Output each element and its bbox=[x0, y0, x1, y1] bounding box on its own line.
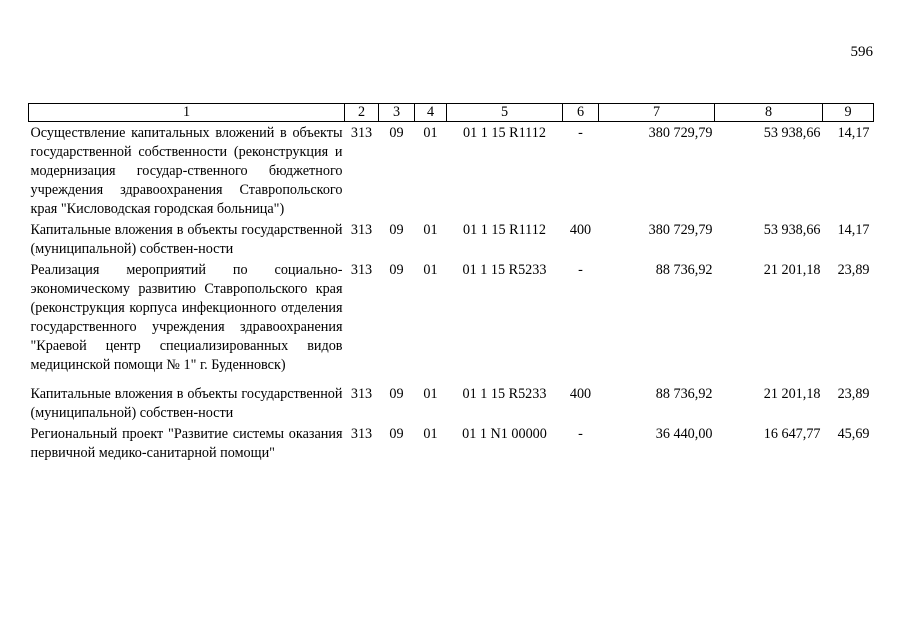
cell-c8: 53 938,66 bbox=[763, 125, 821, 141]
cell-c2: 313 bbox=[350, 262, 373, 278]
cell-c9: 23,89 bbox=[837, 386, 870, 402]
budget-table bbox=[28, 103, 874, 463]
cell-c5: 01 1 15 R5233 bbox=[462, 262, 547, 278]
cell-c2: 313 bbox=[350, 426, 373, 442]
cell-c9: 14,17 bbox=[837, 222, 870, 238]
cell-c4: 01 bbox=[423, 125, 438, 141]
table-row bbox=[29, 383, 874, 423]
cell-c6: 400 bbox=[569, 222, 592, 238]
column-header: 2 bbox=[345, 104, 379, 122]
cell-c6: - bbox=[578, 426, 583, 442]
column-header: 9 bbox=[823, 104, 874, 122]
cell-c3: 09 bbox=[389, 426, 404, 442]
cell-c4: 01 bbox=[423, 426, 438, 442]
column-header: 7 bbox=[599, 104, 715, 122]
cell-c6: - bbox=[578, 125, 583, 141]
cell-c4: 01 bbox=[423, 222, 438, 238]
cell-c9: 45,69 bbox=[837, 426, 870, 442]
cell-c7: 36 440,00 bbox=[655, 426, 713, 442]
cell-c5: 01 1 15 R1112 bbox=[463, 222, 546, 238]
row-name: Реализация мероприятий по социально-экономическому развитию Ставропольского края (реконструкция корпуса инфекционного отделения государственного учреждения здравоохранения "Краевой центр специализированных видов медицинской помощи № 1" г. Буденновск) bbox=[30, 262, 343, 373]
column-header: 5 bbox=[447, 104, 563, 122]
cell-c3: 09 bbox=[389, 386, 404, 402]
cell-c3: 09 bbox=[389, 222, 404, 238]
cell-c9: 14,17 bbox=[837, 125, 870, 141]
row-name: Региональный проект "Развитие системы оказания первичной медико-санитарной помощи" bbox=[30, 426, 343, 461]
row-name: Капитальные вложения в объекты государственной (муниципальной) собствен-ности bbox=[30, 386, 343, 421]
column-header: 1 bbox=[29, 104, 345, 122]
table-header-row bbox=[29, 104, 874, 122]
column-header: 3 bbox=[379, 104, 415, 122]
cell-c8: 16 647,77 bbox=[763, 426, 821, 442]
table-row bbox=[29, 423, 874, 463]
table-row bbox=[29, 219, 874, 259]
cell-c5: 01 1 15 R1112 bbox=[463, 125, 546, 141]
cell-c4: 01 bbox=[423, 262, 438, 278]
column-header: 8 bbox=[715, 104, 823, 122]
cell-c8: 21 201,18 bbox=[763, 262, 821, 278]
cell-c5: 01 1 15 R5233 bbox=[462, 386, 547, 402]
cell-c8: 21 201,18 bbox=[763, 386, 821, 402]
cell-c2: 313 bbox=[350, 222, 373, 238]
column-header: 6 bbox=[563, 104, 599, 122]
cell-c5: 01 1 N1 00000 bbox=[462, 426, 547, 442]
cell-c4: 01 bbox=[423, 386, 438, 402]
cell-c9: 23,89 bbox=[837, 262, 870, 278]
cell-c7: 88 736,92 bbox=[655, 262, 713, 278]
cell-c2: 313 bbox=[350, 386, 373, 402]
cell-c6: - bbox=[578, 262, 583, 278]
cell-c3: 09 bbox=[389, 262, 404, 278]
cell-c8: 53 938,66 bbox=[763, 222, 821, 238]
column-header: 4 bbox=[415, 104, 447, 122]
row-name: Осуществление капитальных вложений в объекты государственной собственности (реконструкция и модернизация государ-ственного бюджетного учреждения здравоохранения Ставропольского края "Кисловодская городская больница") bbox=[30, 125, 343, 217]
table-row bbox=[29, 122, 874, 220]
cell-c7: 380 729,79 bbox=[648, 222, 713, 238]
cell-c3: 09 bbox=[389, 125, 404, 141]
cell-c7: 380 729,79 bbox=[648, 125, 713, 141]
cell-c7: 88 736,92 bbox=[655, 386, 713, 402]
cell-c2: 313 bbox=[350, 125, 373, 141]
spacer-row bbox=[29, 375, 874, 383]
page-number: 596 bbox=[850, 44, 873, 60]
row-name: Капитальные вложения в объекты государственной (муниципальной) собствен-ности bbox=[30, 222, 343, 257]
cell-c6: 400 bbox=[569, 386, 592, 402]
table-row bbox=[29, 259, 874, 375]
